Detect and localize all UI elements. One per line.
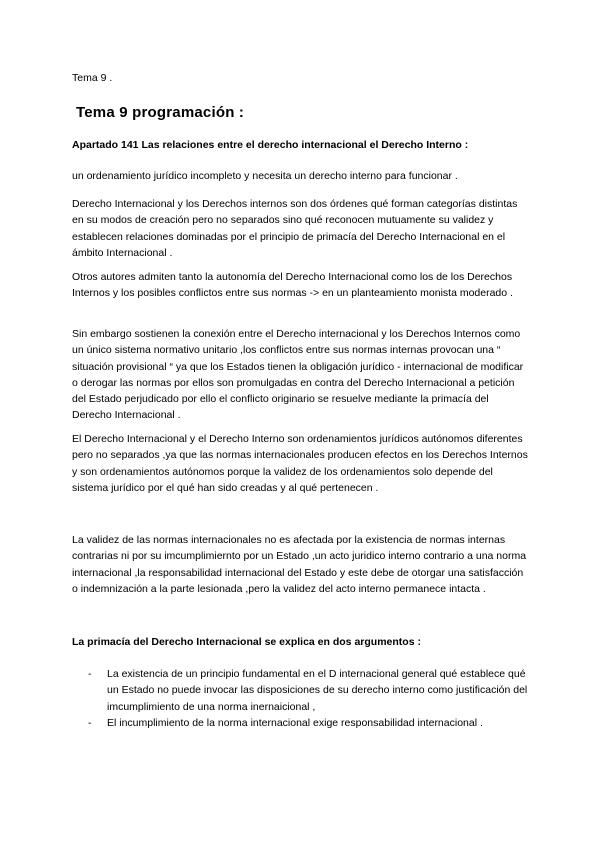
argument-list xyxy=(88,666,528,731)
page-header: Tema 9 . xyxy=(72,72,113,84)
section-heading: Apartado 141 Las relaciones entre el derecho internacional el Derecho Interno : xyxy=(72,139,469,151)
list-item xyxy=(88,666,528,715)
paragraph-4: Sin embargo sostienen la conexión entre el Derecho internacional y los Derechos Internos como un único sistema normativo unitario ,los conflictos entre sus normas internas provocan una “ situación provisional “ ya que los Estados tienen la obligación jurídico - internacional de modificar o derogar las normas por ellos son promulgadas en contra del Derecho Internacional a petición del Estado perjudicado por ello el conflicto originario se resuelve mediante la primacía del Derecho Internacional . xyxy=(72,328,524,422)
paragraph-3: Otros autores admiten tanto la autonomía del Derecho Internacional como los de los Derechos Internos y los posibles conflictos entre sus normas -> en un planteamiento monista moderado . xyxy=(72,271,513,300)
list-item-text: La existencia de un principio fundamental en el D internacional general qué establece qué un Estado no puede invocar las disposiciones de su derecho interno como justificación del imcumplimiento de una norma inernaicional , xyxy=(107,668,528,713)
list-item xyxy=(88,715,528,731)
paragraph-1: un ordenamiento jurídico incompleto y necesita un derecho interno para funcionar . xyxy=(72,170,458,182)
page-title: Tema 9 programación : xyxy=(76,104,245,121)
bullet-dash: - xyxy=(88,716,92,729)
primacy-heading: La primacía del Derecho Internacional se explica en dos argumentos : xyxy=(72,636,421,648)
paragraph-6: La validez de las normas internacionales no es afectada por la existencia de normas internas contrarias ni por su imcumplimiernto por un Estado ,un acto juridico interno contrario a una norma internacional ,la responsabilidad internacional del Estado y este debe de otorgar una satisfacción o indemnización a la parte lesionada ,pero la validez del acto interno permanece intacta . xyxy=(72,534,527,595)
paragraph-5: El Derecho Internacional y el Derecho Interno son ordenamientos jurídicos autónomos diferentes pero no separados ,ya que las normas internacionales producen efectos en los Derechos Internos y son ordenamientos autónomos porque la validez de los ordenamientos solo depende del sistema jurídico por el qué han sido creadas y al qué pertenecen . xyxy=(72,433,528,494)
list-item-text: El incumplimiento de la norma internacional exige responsabilidad internacional . xyxy=(107,716,483,729)
paragraph-2: Derecho Internacional y los Derechos internos son dos órdenes qué forman categorías distintas en su modos de creación pero no separados sino qué reconocen mutuamente su validez y establecen relaciones dominadas por el principio de primacía del Derecho Internacional en el ámbito Internacional . xyxy=(72,198,518,259)
bullet-dash: - xyxy=(88,668,92,680)
